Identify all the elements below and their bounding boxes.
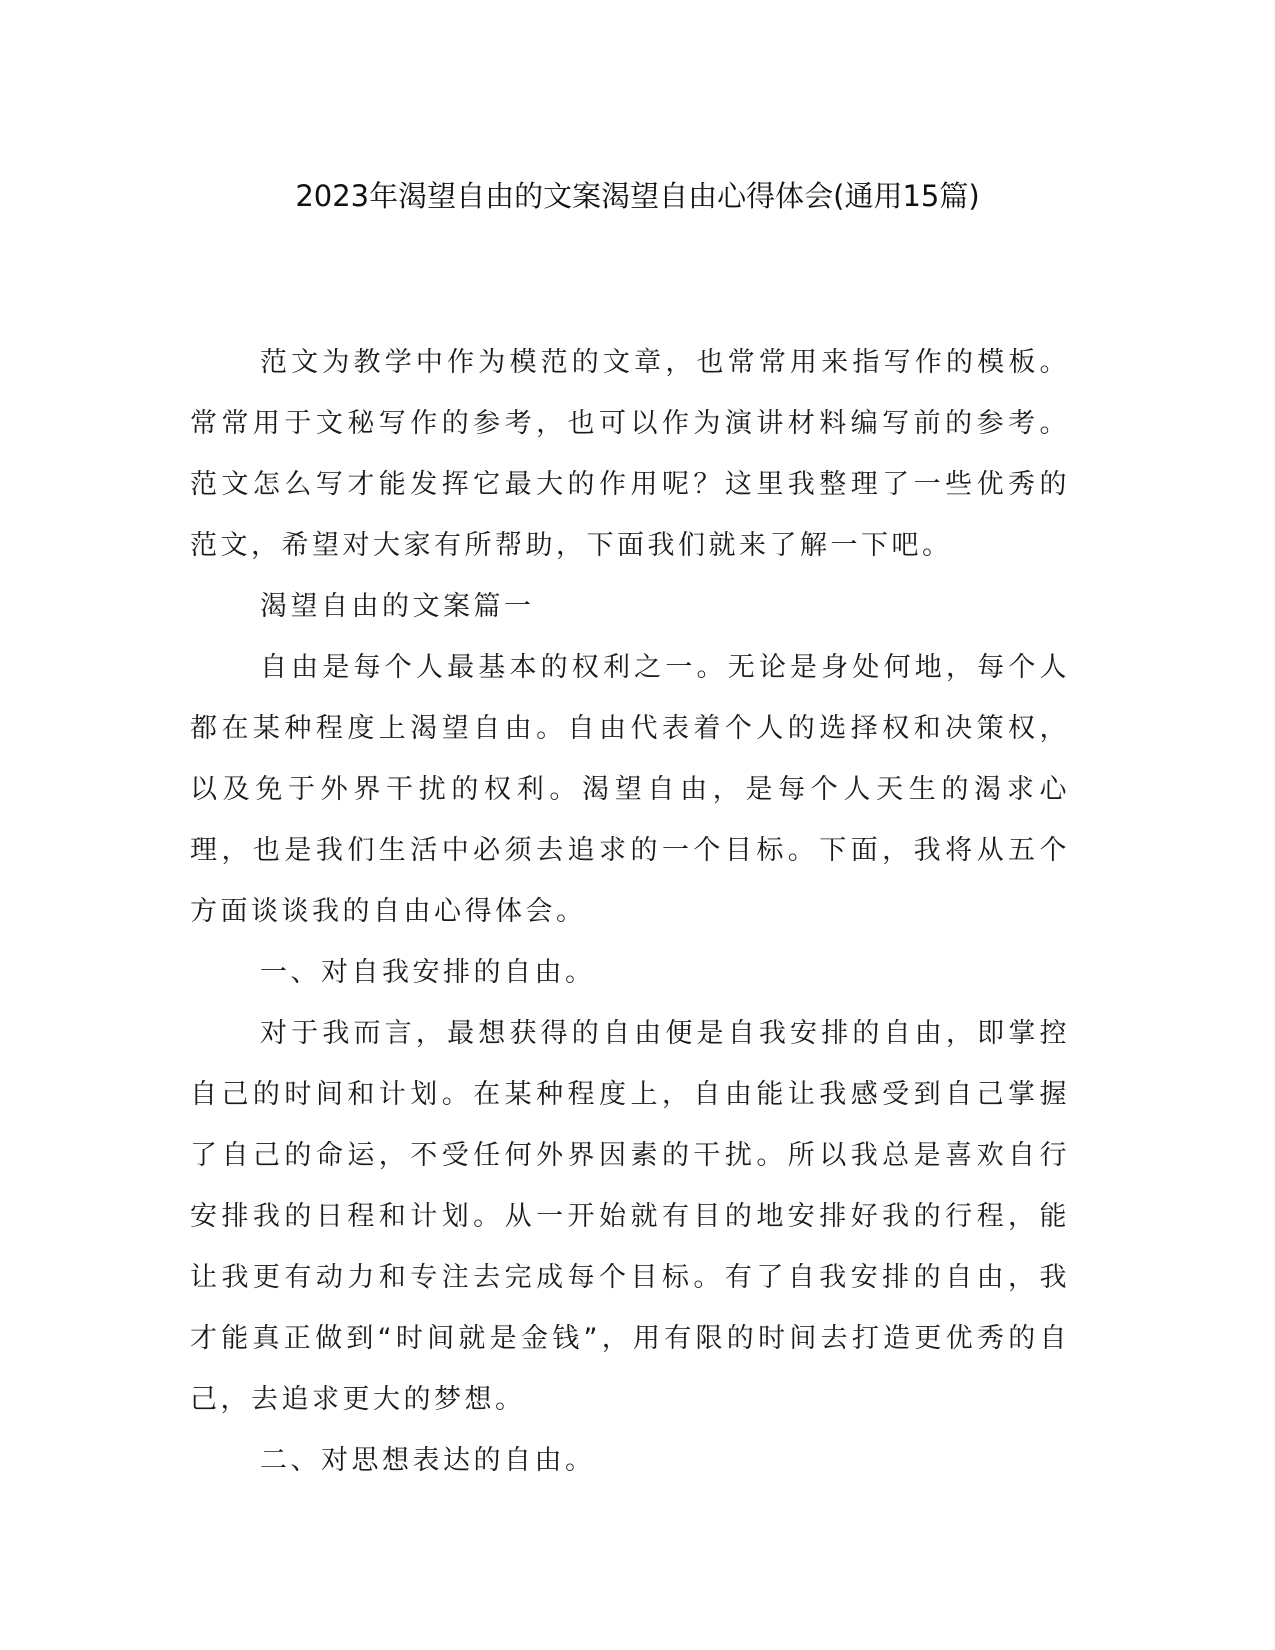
subheading-2: 二、对思想表达的自由。 — [260, 1445, 596, 1476]
section-heading-1: 渴望自由的文案篇一 — [260, 591, 535, 622]
intro-paragraph: 范文为教学中作为模范的文章，也常常用来指写作的模板。常常用于文秘写作的参考，也可以作为演讲材料编写前的参考。范文怎么写才能发挥它最大的作用呢？这里我整理了一些优秀的范文，希望对大家有所帮助，下面我们就来了解一下吧。 — [190, 347, 1070, 561]
body-paragraph: 对于我而言，最想获得的自由便是自我安排的自由，即掌控自己的时间和计划。在某种程度上，自由能让我感受到自己掌握了自己的命运，不受任何外界因素的干扰。所以我总是喜欢自行安排我的日程和计划。从一开始就有目的地安排好我的行程，能让我更有动力和专注去完成每个目标。有了自我安排的自由，我才能真正做到“时间就是金钱”，用有限的时间去打造更优秀的自己，去追求更大的梦想。 — [190, 1018, 1070, 1415]
body-paragraph: 自由是每个人最基本的权利之一。无论是身处何地，每个人都在某种程度上渴望自由。自由代表着个人的选择权和决策权，以及免于外界干扰的权利。渴望自由，是每个人天生的渴求心理，也是我们生活中必须去追求的一个目标。下面，我将从五个方面谈谈我的自由心得体会。 — [190, 652, 1070, 927]
document-title: 2023年渴望自由的文案渴望自由心得体会(通用15篇) — [295, 179, 980, 213]
document-body — [190, 332, 1070, 1491]
subheading-1: 一、对自我安排的自由。 — [260, 957, 596, 988]
